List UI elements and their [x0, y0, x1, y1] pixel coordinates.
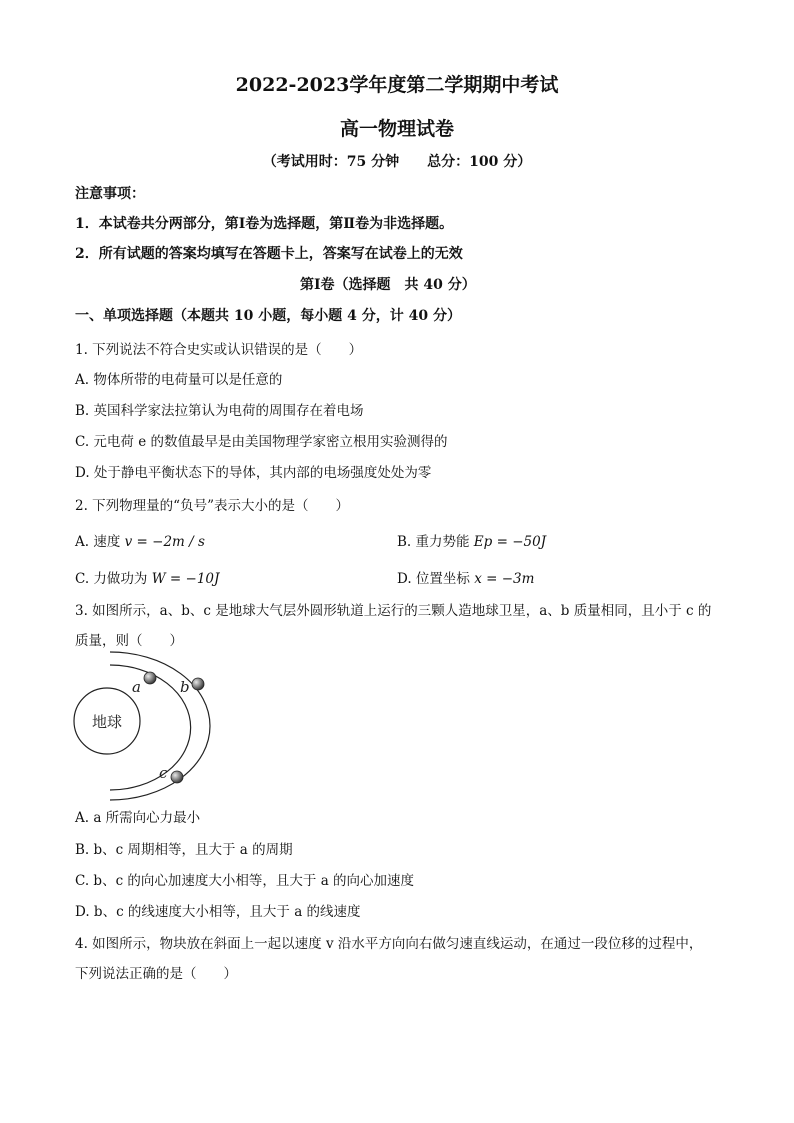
q2-option-a-label: A. 速度 — [75, 534, 125, 550]
exam-info: （考试用时：75 分钟 总分：100 分） — [262, 154, 532, 170]
q2-option-b — [397, 530, 546, 550]
q3-stem-line2: 质量，则（ ） — [75, 633, 183, 649]
satellite-a — [144, 672, 156, 684]
q2-option-c-math: W = −10J — [151, 571, 220, 587]
q3-option-c: C. b、c 的向心加速度大小相等，且大于 a 的向心加速度 — [75, 873, 415, 889]
note-item-2: 2．所有试题的答案均填写在答题卡上，答案写在试卷上的无效 — [75, 246, 463, 262]
q4-stem-line1: 4. 如图所示，物块放在斜面上一起以速度 v 沿水平方向向右做匀速直线运动，在通过一段位移的过程中， — [75, 936, 703, 952]
q3-stem-line1: 3. 如图所示，a、b、c 是地球大气层外圆形轨道上运行的三颗人造地球卫星，a、b 质量相同，且小于 c 的 — [75, 603, 712, 619]
section-title: 一、单项选择题（本题共 10 小题，每小题 4 分，计 40 分） — [75, 308, 461, 324]
q1-option-a: A. 物体所带的电荷量可以是任意的 — [75, 372, 283, 388]
q2-option-b-label: B. 重力势能 — [397, 534, 474, 550]
satellite-c-label: c — [159, 764, 168, 782]
notes-heading: 注意事项： — [75, 186, 145, 202]
satellite-a-label: a — [132, 678, 141, 696]
q1-option-b: B. 英国科学家法拉第认为电荷的周围存在着电场 — [75, 403, 364, 419]
q1-option-c: C. 元电荷 e 的数值最早是由美国物理学家密立根用实验测得的 — [75, 434, 448, 450]
q2-option-b-math: Ep = −50J — [473, 534, 547, 550]
q1-stem: 1. 下列说法不符合史实或认识错误的是（ ） — [75, 342, 363, 358]
satellite-b — [192, 678, 204, 690]
q4-stem-line2: 下列说法正确的是（ ） — [75, 966, 237, 982]
q3-option-d: D. b、c 的线速度大小相等，且大于 a 的线速度 — [75, 904, 361, 920]
q2-stem: 2. 下列物理量的“负号”表示大小的是（ ） — [75, 498, 349, 514]
q3-option-a: A. a 所需向心力最小 — [75, 810, 201, 826]
earth-label: 地球 — [91, 713, 123, 731]
part1-title: 第Ⅰ卷（选择题 共 40 分） — [300, 277, 476, 293]
satellite-orbit-figure — [70, 650, 220, 805]
exam-subtitle: 高一物理试卷 — [339, 118, 454, 140]
q2-option-c-label: C. 力做功为 — [75, 571, 152, 587]
satellite-c — [171, 771, 183, 783]
satellite-b-label: b — [180, 678, 190, 696]
exam-title: 2022-2023学年度第二学期期中考试 — [235, 74, 559, 96]
q2-option-a-math: v = −2m / s — [124, 534, 205, 550]
q2-option-d-label: D. 位置坐标 — [397, 571, 475, 587]
q3-option-b: B. b、c 周期相等，且大于 a 的周期 — [75, 842, 293, 858]
q2-option-a — [75, 530, 205, 550]
note-item-1: 1．本试卷共分两部分，第Ⅰ卷为选择题，第Ⅱ卷为非选择题。 — [75, 216, 454, 232]
q1-option-d: D. 处于静电平衡状态下的导体，其内部的电场强度处处为零 — [75, 465, 432, 481]
q2-option-d — [397, 567, 534, 587]
q2-option-c — [75, 567, 219, 587]
q2-option-d-math: x = −3m — [474, 571, 535, 587]
